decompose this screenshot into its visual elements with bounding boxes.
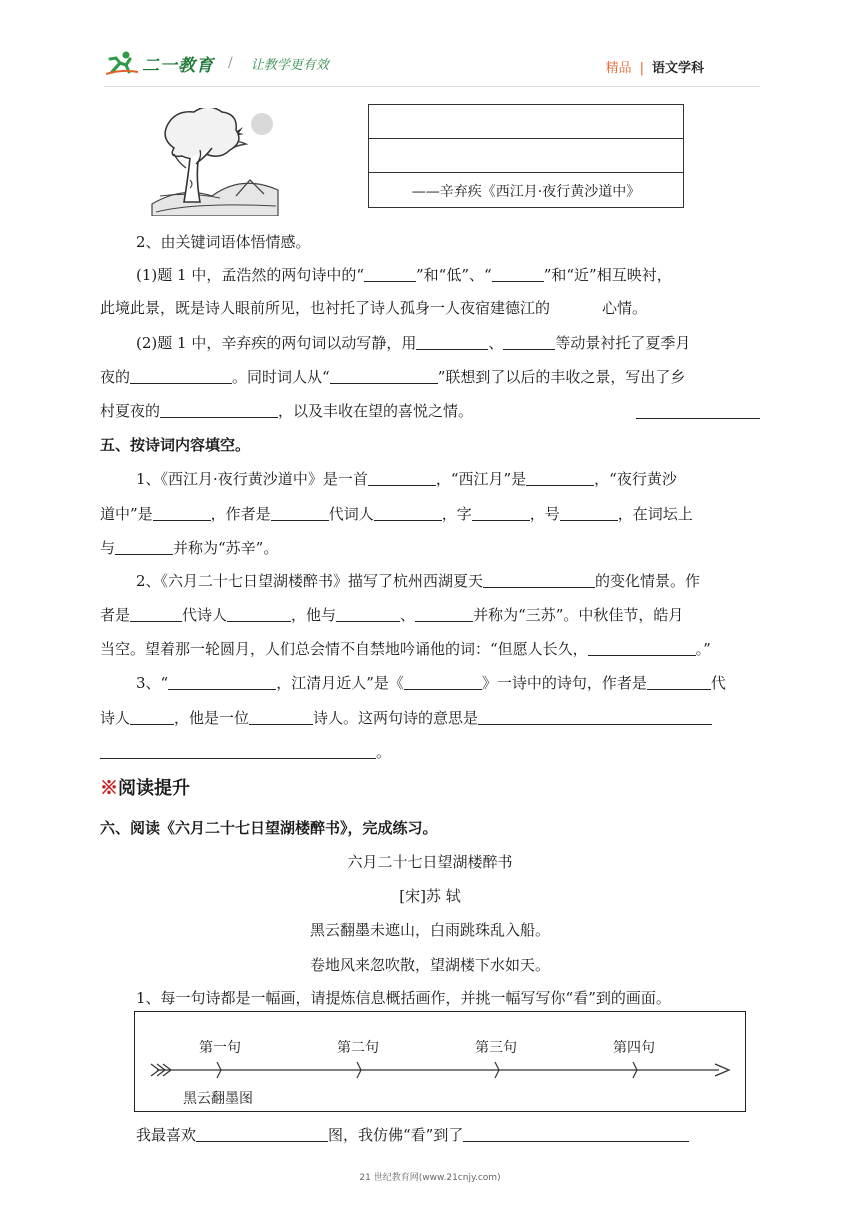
sec5-q1-line2 <box>100 503 760 525</box>
answer-line-1[interactable] <box>369 105 683 139</box>
text: 与 <box>100 539 116 557</box>
text: 夜的 <box>100 368 131 386</box>
reading-heading <box>100 776 760 802</box>
sec5-q2-line3 <box>100 638 760 660</box>
fill-blank[interactable] <box>526 470 594 486</box>
text: 代词人 <box>328 505 374 523</box>
header-divider: / <box>228 55 233 71</box>
poem-line-2: 卷地风来忽吹散，望湖楼下水如天。 <box>309 956 550 974</box>
fill-blank[interactable] <box>374 505 442 521</box>
text: 等动景衬托了夏季月 <box>555 334 691 352</box>
fill-blank[interactable] <box>364 266 416 282</box>
fill-blank[interactable] <box>160 402 278 418</box>
text: ，号 <box>529 505 560 523</box>
fill-blank[interactable] <box>416 334 488 350</box>
text: 代 <box>710 674 726 692</box>
text: ，“夜行黄沙 <box>594 470 677 488</box>
text: ”和“低”、“ <box>416 266 492 284</box>
fill-blank[interactable] <box>503 334 555 350</box>
fill-blank[interactable] <box>100 743 376 759</box>
timeline-label-2: 第二句 <box>337 1040 379 1056</box>
fill-blank[interactable] <box>560 505 618 521</box>
reading-heading-text: 阅读提升 <box>118 778 190 799</box>
fill-blank[interactable] <box>115 539 173 555</box>
text: (1)题 1 中，孟浩然的两句诗中的“ <box>136 266 364 284</box>
text: 道中”是 <box>100 505 153 523</box>
q2-p2-line1 <box>136 332 796 354</box>
fill-blank[interactable] <box>472 505 530 521</box>
text: 1、《西江月·夜行黄沙道中》是一首 <box>136 470 368 488</box>
text: 者是 <box>100 606 131 624</box>
answer-box <box>368 104 684 208</box>
sec6-title: 六、阅读《六月二十七日望湖楼醉书》，完成练习。 <box>100 819 438 837</box>
runner-logo-icon <box>104 50 140 76</box>
timeline-box <box>134 1011 746 1112</box>
fill-blank[interactable] <box>404 674 482 690</box>
sec5-q3-line3 <box>100 741 760 763</box>
text: 诗人。这两句诗的意思是 <box>313 709 479 727</box>
fill-blank[interactable] <box>483 572 595 588</box>
logo-text: 二一教育 <box>142 55 214 76</box>
fill-blank[interactable] <box>647 674 711 690</box>
text: ，他与 <box>291 606 337 624</box>
sec5-q2-line1 <box>136 570 796 592</box>
sec5-q2-line2 <box>100 604 760 626</box>
fill-blank[interactable] <box>463 1126 689 1142</box>
text: 代诗人 <box>182 606 228 624</box>
text: 。同时词人从“ <box>232 368 330 386</box>
fill-blank[interactable] <box>415 606 473 622</box>
fill-blank[interactable] <box>153 505 211 521</box>
text: 当空。望着那一轮圆月，人们总会情不自禁地吟诵他的词：“但愿人长久， <box>100 640 588 658</box>
q2-title: 2、由关键词语体悟情感。 <box>136 233 311 251</box>
text: ”和“近”相互映衬， <box>543 266 672 284</box>
text: ，“西江月”是 <box>435 470 527 488</box>
poem-author: [宋]苏 轼 <box>399 887 461 905</box>
quality-tag: 精品 <box>605 61 632 76</box>
text: 》一诗中的诗句，作者是 <box>481 674 647 692</box>
sec5-q1-line3 <box>100 537 760 559</box>
q2-p2-line2 <box>100 366 760 388</box>
slogan: 让教学更有效 <box>250 57 329 73</box>
fill-blank[interactable] <box>249 709 313 725</box>
text: ，以及丰收在望的喜悦之情。 <box>278 402 474 420</box>
text: ，字 <box>441 505 472 523</box>
text: 、 <box>488 334 504 352</box>
night-scene-illustration <box>150 108 280 216</box>
fill-blank[interactable] <box>368 470 436 486</box>
timeline-first-picture: 黑云翻墨图 <box>183 1091 253 1107</box>
poem-line-1: 黑云翻墨未遮山，白雨跳珠乱入船。 <box>309 921 550 939</box>
text: 。 <box>376 743 392 761</box>
sec5-q3-line1 <box>136 672 796 694</box>
text: 3、“ <box>136 674 169 692</box>
text: 的变化情景。作 <box>595 572 701 590</box>
text: 村夏夜的 <box>100 402 161 420</box>
text: ，作者是 <box>210 505 271 523</box>
page-header <box>104 46 764 86</box>
timeline-label-1: 第一句 <box>199 1040 241 1056</box>
text: 心情。 <box>602 299 648 317</box>
text: 。” <box>695 640 711 658</box>
text: ，在词坛上 <box>617 505 693 523</box>
text: 此境此景，既是诗人眼前所见，也衬托了诗人孤身一人夜宿建德江的 <box>100 299 551 317</box>
text: ”联想到了以后的丰收之景，写出了乡 <box>437 368 686 386</box>
fill-blank[interactable] <box>330 368 438 384</box>
fill-blank[interactable] <box>492 266 544 282</box>
answer-line <box>136 1124 796 1146</box>
q2-p1-line2 <box>100 297 760 319</box>
header-rule <box>104 86 760 87</box>
fill-blank[interactable] <box>130 368 232 384</box>
answer-line-2[interactable] <box>369 139 683 173</box>
q2-p1-line1 <box>136 264 796 286</box>
text: ，他是一位 <box>174 709 250 727</box>
answer-box-caption: ——辛弃疾《西江月·夜行黄沙道中》 <box>411 184 641 200</box>
sec5-q1-line1 <box>136 468 796 490</box>
fill-blank[interactable] <box>227 606 291 622</box>
page-footer: 21 世纪教育网(www.21cnjy.com) <box>359 1173 501 1183</box>
text: 并称为“苏辛”。 <box>173 539 279 557</box>
text: 诗人 <box>100 709 131 727</box>
fill-blank[interactable] <box>271 505 329 521</box>
text: 我最喜欢 <box>136 1126 197 1144</box>
text: ，江清月近人”是《 <box>276 674 404 692</box>
fill-blank[interactable] <box>196 1126 328 1142</box>
tag-divider: | <box>639 61 644 76</box>
text: 图，我仿佛“看”到了 <box>328 1126 464 1144</box>
text: 并称为“三苏”。中秋佳节，皓月 <box>473 606 684 624</box>
fill-blank[interactable] <box>168 674 276 690</box>
subject-label: 语文学科 <box>651 61 704 76</box>
logo <box>104 50 329 76</box>
fill-blank[interactable] <box>130 606 182 622</box>
sec5-q3-line2 <box>100 707 760 729</box>
poem-title: 六月二十七日望湖楼醉书 <box>347 853 513 871</box>
fill-blank[interactable] <box>636 403 760 419</box>
fill-blank[interactable] <box>336 606 400 622</box>
sec5-title: 五、按诗词内容填空。 <box>100 436 251 454</box>
text: (2)题 1 中，辛弃疾的两句词以动写静，用 <box>136 334 417 352</box>
timeline-label-4: 第四句 <box>613 1040 655 1056</box>
fill-blank[interactable] <box>478 709 712 725</box>
fill-blank[interactable] <box>130 709 174 725</box>
fill-blank[interactable] <box>588 640 696 656</box>
timeline-label-3: 第三句 <box>475 1040 517 1056</box>
header-right <box>606 57 704 76</box>
text: 2、《六月二十七日望湖楼醉书》描写了杭州西湖夏天 <box>136 572 484 590</box>
reference-mark-icon: ※ <box>100 778 118 799</box>
task-1: 1、每一句诗都是一幅画，请提炼信息概括画作，并挑一幅写写你“看”到的画面。 <box>136 989 671 1007</box>
text: 、 <box>400 606 416 624</box>
